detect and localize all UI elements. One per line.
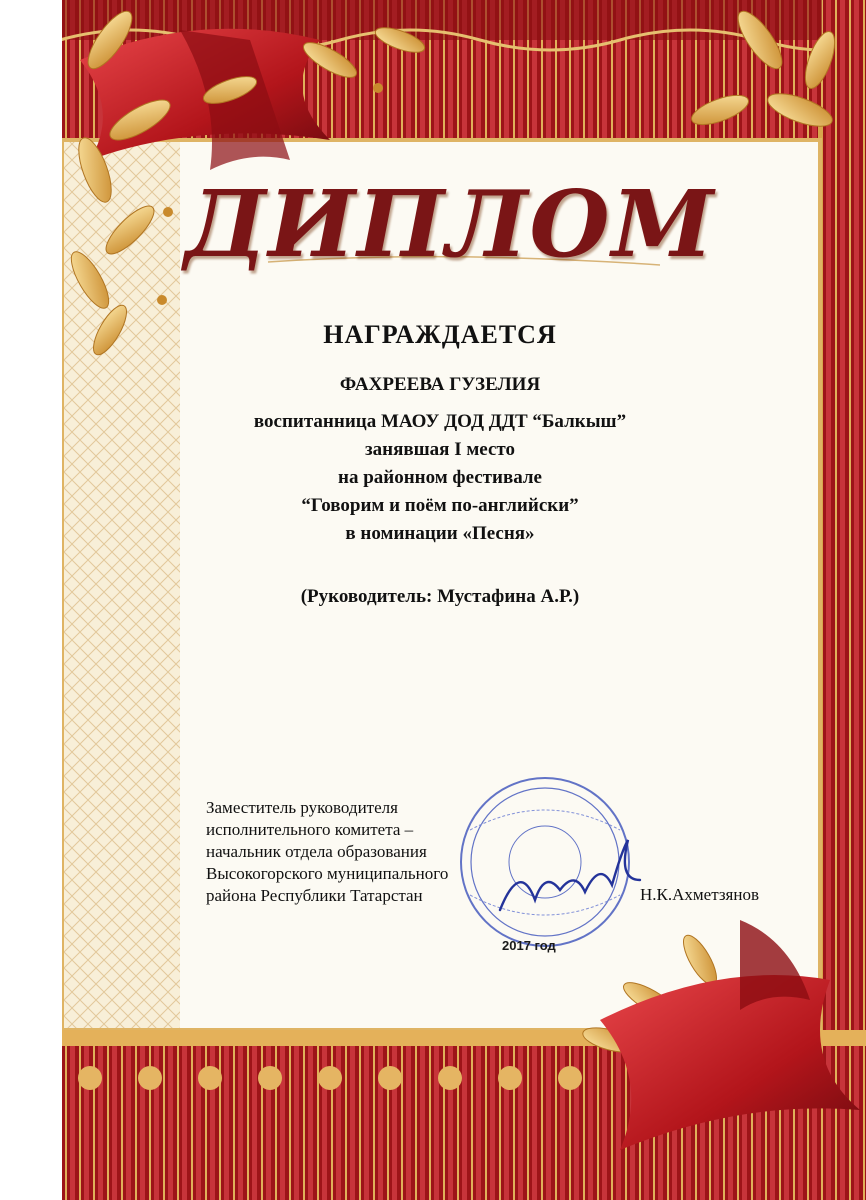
signatory-position — [206, 797, 506, 907]
position-line: начальник отдела образования — [206, 842, 427, 861]
position-line: исполнительного комитета – — [206, 820, 414, 839]
position-line: Заместитель руководителя — [206, 798, 398, 817]
recipient-name: ФАХРЕЕВА ГУЗЕЛИЯ — [339, 374, 541, 395]
nomination: в номинации «Песня» — [345, 523, 535, 544]
issue-year: 2017 год — [502, 938, 556, 953]
position-line: района Республики Татарстан — [206, 886, 423, 905]
recipient-affiliation: воспитанница МАОУ ДОД ДДТ “Балкыш” — [253, 411, 627, 432]
signatory-name: Н.К.Ахметзянов — [640, 885, 759, 904]
festival-level: на районном фестивале — [338, 467, 542, 488]
awarded-heading: НАГРАЖДАЕТСЯ — [323, 320, 557, 349]
placement: занявшая I место — [365, 439, 515, 460]
supervisor-line: (Руководитель: Мустафина А.Р.) — [300, 586, 580, 607]
diploma-title: ДИПЛОМ — [184, 170, 716, 278]
position-line: Высокогорского муниципального — [206, 864, 449, 883]
festival-name: “Говорим и поём по-английски” — [301, 495, 579, 516]
